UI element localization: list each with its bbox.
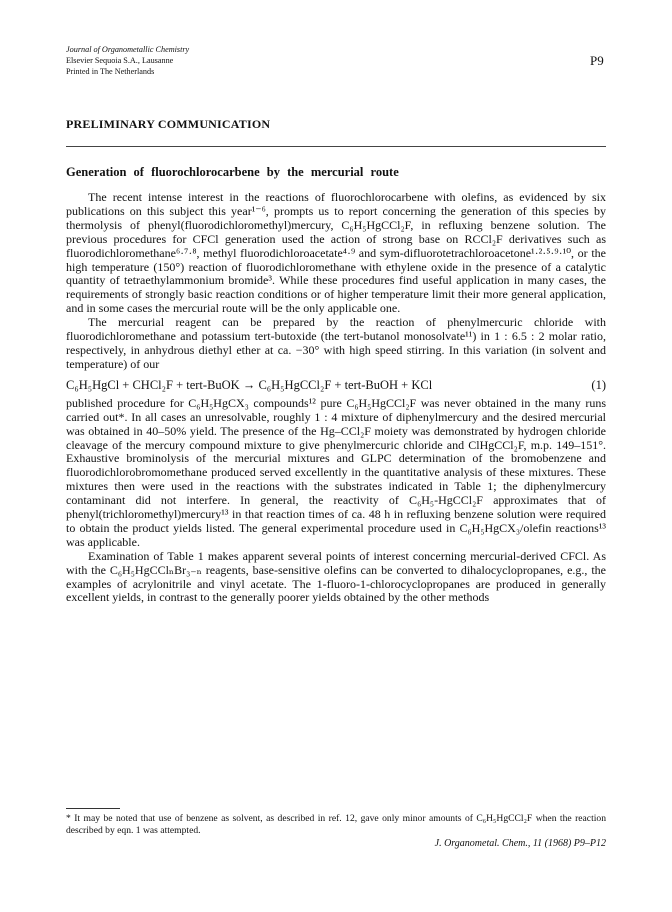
publisher-line: Elsevier Sequoia S.A., Lausanne	[66, 56, 174, 65]
footnote-rule	[66, 808, 120, 809]
paragraph-3: published procedure for C₆H₅HgCX₃ compounds¹² pure C₆H₅HgCCl₂F was never obtained in the many runs carried out*. In all cases an unresolvable, roughly 1 : 4 mixture of diphenylmercury and the desired mercurial was obtained in 40–50% yield. The presence of the Hg–CCl₂F moiety was demonstrated by hydrogen chloride cleavage of the mercury compound mixture to give phenylmercuric chloride and ClHgCCl₂F, m.p. 149–151°. Exhaustive brominolysis of the mercurial mixtures and GLPC determination of the bromobenzene and fluorodichlorobromomethane produced served excellently in the quantitative analysis of these mixtures. These mixtures then were used in the reactions with the substrates indicated in Table 1; the diphenylmercury contaminant did not interfere. In general, the reactivity of C₆H₅-HgCCl₂F approximates that of phenyl(trichloromethyl)mercury¹³ in that reaction times of ca. 48 h in refluxing benzene solution were required to obtain the product yields listed. The general experimental procedure used in C₆H₅HgCX₃/olefin reactions¹³ was applicable.	[66, 395, 606, 549]
printed-line: Printed in The Netherlands	[66, 67, 155, 76]
journal-name: Journal of Organometallic Chemistry	[66, 45, 190, 54]
paragraph-2: The mercurial reagent can be prepared by the reaction of phenylmercuric chloride with fluorodichloromethane and potassium tert-butoxide (the tert-butanol monosolvate¹¹) in 1 : 6.5 : 2 molar ratio, respectively, in anhydrous diethyl ether at ca. −30° with high speed stirring. In this variation (in solvent and temperature) of our	[66, 315, 606, 371]
footnote: * It may be noted that use of benzene as solvent, as described in ref. 12, gave only minor amounts of C₆H₅HgCCl₂F when the reaction described by eqn. 1 was attempted.	[66, 813, 606, 836]
page-number: P9	[590, 53, 604, 68]
journal-header	[66, 44, 189, 77]
journal-citation: J. Organometal. Chem., 11 (1968) P9–P12	[434, 838, 606, 849]
equation-1	[66, 378, 606, 393]
paragraph-4: Examination of Table 1 makes apparent several points of interest concerning mercurial-derived CFCl. As with the C₆H₅HgCClₙBr₃₋ₙ reagents, base-sensitive olefins can be converted to dihalocyclopropanes, e.g., the examples of acrylonitrile and vinyl acetate. The 1-fluoro-1-chlorocyclopropanes are produced in generally excellent yields, in contrast to the generally poorer yields obtained by the other methods	[66, 548, 606, 605]
equation-text: C₆H₅HgCl + CHCl₂F + tert-BuOK → C₆H₅HgCCl₂F + tert-BuOH + KCl	[66, 377, 433, 392]
article-body	[66, 191, 606, 605]
section-heading: PRELIMINARY COMMUNICATION	[66, 117, 271, 131]
heading-rule	[66, 146, 606, 147]
article-title: Generation of fluorochlorocarbene by the mercurial route	[66, 165, 399, 179]
paragraph-1: The recent intense interest in the reactions of fluorochlorocarbene with olefins, as evidenced by six publications on this subject this year¹⁻⁶, prompts us to report concerning the generation of this species by thermolysis of phenyl(fluorodichloromethyl)mercury, C₆H₅HgCCl₂F, in refluxing benzene solution. The previous procedures for CFCl generation used the action of strong base on RCCl₂F derivatives such as fluorodichloromethane⁶·⁷·⁸, methyl fluorodichloroacetate⁴·⁹ and sym-difluorotetrachloroacetone¹·²·⁵·⁹·¹⁰, or the high temperature (150°) reaction of fluorodichloromethane with ethylene oxide in the presence of a catalytic quantity of tetraethylammonium bromide³. While these procedures find useful application in many cases, the requirements of strongly basic reaction conditions or of higher temperature limit their more general application, and in some cases the mercurial route will be the only applicable one.	[66, 190, 606, 316]
equation-number: (1)	[591, 377, 606, 392]
